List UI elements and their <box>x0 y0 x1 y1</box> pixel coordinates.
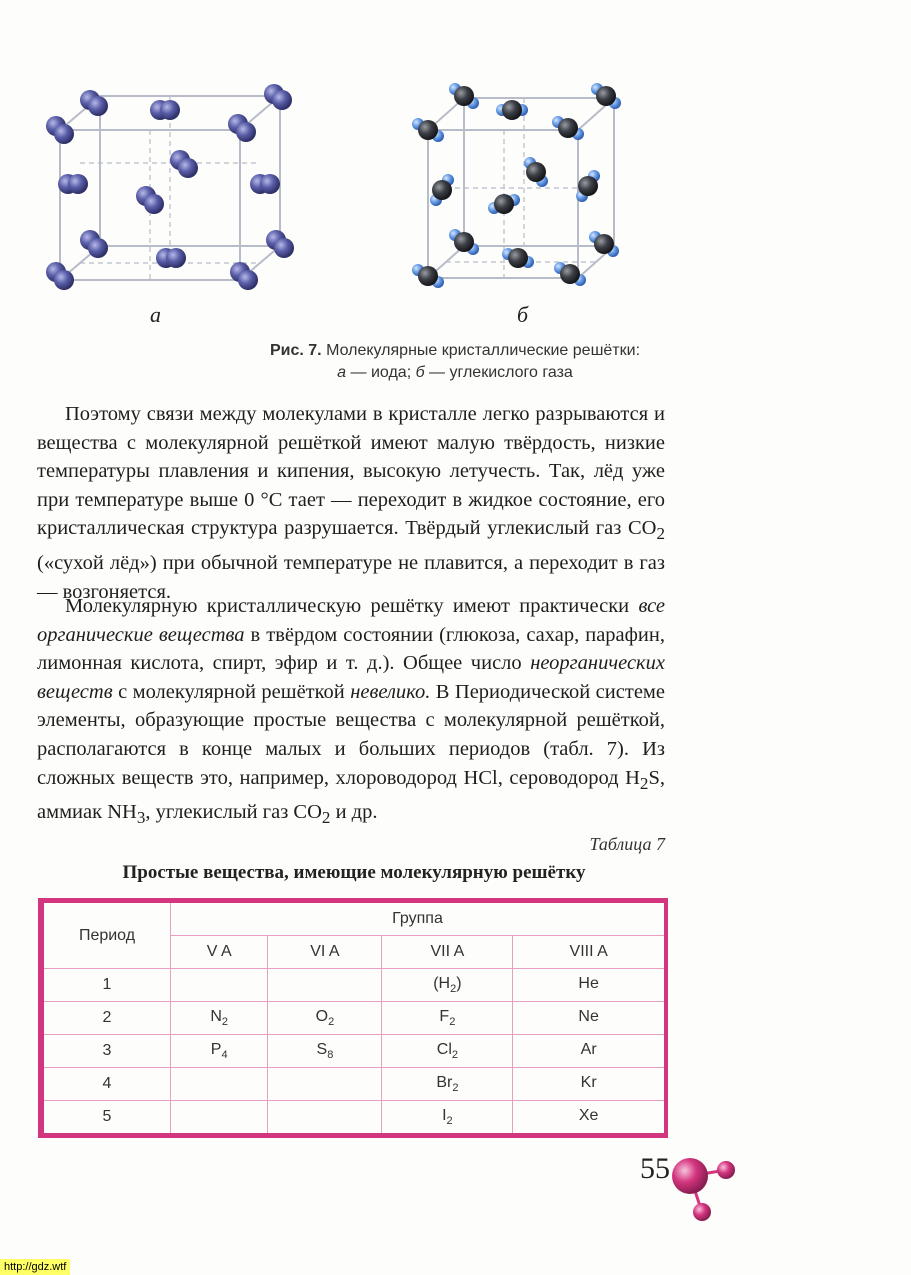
elements-table <box>38 898 668 1138</box>
element-symbol: Kr <box>580 1073 597 1091</box>
para2-text-5: S, аммиак NH <box>37 766 665 824</box>
element-cell <box>171 1101 268 1136</box>
element-cell <box>268 969 382 1002</box>
element-cell <box>382 1101 513 1136</box>
element-subscript: 4 <box>221 1049 228 1062</box>
element-cell <box>513 1101 666 1136</box>
header-group: Группа <box>171 901 667 936</box>
element-suffix: ) <box>456 974 462 992</box>
header-group-viiia: VIII A <box>513 936 666 969</box>
element-symbol: Ar <box>580 1040 597 1058</box>
element-cell <box>513 969 666 1002</box>
figure-label-a: а <box>150 302 161 327</box>
element-subscript: 8 <box>327 1049 334 1062</box>
element-subscript: 2 <box>452 1082 459 1095</box>
element-cell <box>382 969 513 1002</box>
para1-text-1: Поэтому связи между молекулами в кристалле легко разрываются и вещества с молекулярной решёткой имеют малую твёрдость, низкие температуры плавления и кипения, высокую летучесть. Так, лёд уже при температуре выше 0 °С тает — переходит в жидкое состояние, его кристаллическая структура разрушается. Твёрдый углекислый газ CO <box>37 403 665 540</box>
caption-a-text: — иода; <box>346 364 416 381</box>
element-subscript: 2 <box>221 1016 229 1029</box>
period-cell: 2 <box>41 1002 171 1035</box>
page-number: 55 <box>640 1152 670 1185</box>
period-cell: 4 <box>41 1068 171 1101</box>
element-cell <box>513 1002 666 1035</box>
element-symbol: Xe <box>578 1106 599 1124</box>
element-cell <box>171 1068 268 1101</box>
iodine-lattice-figure <box>38 72 308 297</box>
element-cell <box>382 1068 513 1101</box>
element-symbol: (H <box>433 974 451 992</box>
element-subscript: 2 <box>450 983 457 996</box>
paragraph-2 <box>37 592 665 833</box>
para2-text-3: с молекулярной решёткой <box>112 680 351 703</box>
para2-text-2: в твёрдом состоянии (глюкоза, сахар, парафин, лимонная кислота, спирт, эфир и т. д.). Общее число <box>37 623 665 675</box>
period-cell: 5 <box>41 1101 171 1136</box>
para2-sub-1: 2 <box>639 773 649 793</box>
para2-text-6: , углекислый газ CO <box>145 801 322 824</box>
table-row <box>41 1068 666 1101</box>
element-symbol: S <box>316 1040 328 1058</box>
figure-number: Рис. 7. <box>269 342 322 359</box>
element-symbol: Br <box>436 1073 453 1091</box>
element-symbol: O <box>315 1007 329 1025</box>
element-cell <box>268 1002 382 1035</box>
figure-label-b: б <box>517 302 529 327</box>
table-label: Таблица 7 <box>589 834 665 854</box>
element-cell <box>382 1035 513 1068</box>
para2-emphasis-1: все органические вещества <box>37 595 665 646</box>
element-cell <box>268 1035 382 1068</box>
figure-caption-line1 <box>60 340 850 362</box>
para1-sub-1: 2 <box>656 524 665 544</box>
header-group-va: V A <box>171 936 268 969</box>
element-symbol: F <box>439 1007 450 1025</box>
caption-letter-b: б <box>415 364 425 381</box>
paragraph-1 <box>37 400 665 606</box>
element-symbol: N <box>210 1007 222 1025</box>
table-title: Простые вещества, имеющие молекулярную решётку <box>122 862 586 883</box>
para2-emphasis-2: неорганических веществ <box>37 652 665 703</box>
element-symbol: I <box>442 1106 447 1124</box>
element-cell <box>171 1035 268 1068</box>
element-subscript: 2 <box>446 1115 453 1128</box>
element-symbol: Cl <box>436 1040 452 1058</box>
header-group-viia: VII A <box>382 936 513 969</box>
period-cell: 1 <box>41 969 171 1002</box>
element-cell <box>171 1002 268 1035</box>
co2-lattice-figure <box>400 72 640 297</box>
table-row <box>41 1002 666 1035</box>
para2-emphasis-3: невелико. <box>350 680 431 703</box>
element-cell <box>268 1101 382 1136</box>
element-subscript: 2 <box>328 1016 335 1029</box>
para1-text-2: («сухой лёд») при обычной температуре не плавится, а переходит в газ — возгоняется. <box>37 552 665 603</box>
period-cell: 3 <box>41 1035 171 1068</box>
table-row <box>41 1035 666 1068</box>
element-cell <box>171 969 268 1002</box>
caption-b-text: — углекислого газа <box>424 364 573 381</box>
element-cell <box>513 1035 666 1068</box>
para2-sub-2: 3 <box>136 808 146 828</box>
watermark-link[interactable]: http://gdz.wtf <box>0 1259 70 1275</box>
element-cell <box>382 1002 513 1035</box>
header-group-via: VI A <box>268 936 382 969</box>
molecule-decoration-icon <box>662 1154 742 1226</box>
element-cell <box>268 1068 382 1101</box>
para2-sub-3: 2 <box>321 808 331 828</box>
para2-text-7: и др. <box>330 801 378 824</box>
figure-caption-text: Молекулярные кристаллические решётки: <box>326 342 641 359</box>
element-subscript: 2 <box>451 1049 458 1062</box>
element-cell <box>513 1068 666 1101</box>
figure-caption-line2 <box>60 362 850 384</box>
table-row <box>41 969 666 1002</box>
element-subscript: 2 <box>449 1016 456 1029</box>
element-symbol: P <box>210 1040 222 1058</box>
element-symbol: He <box>578 974 599 992</box>
para2-text-1: Молекулярную кристаллическую решётку имеют практически <box>65 595 639 617</box>
table-row <box>41 1101 666 1136</box>
header-period: Период <box>41 901 171 969</box>
element-symbol: Ne <box>578 1007 599 1025</box>
caption-letter-a: а <box>337 364 347 381</box>
para2-text-4: В Периодической системе элементы, образующие простые вещества с молекулярной решёткой, располагаются в конце малых и больших периодов (табл. 7). Из сложных веществ это, например, хлороводород HCl, сероводород H <box>37 680 665 789</box>
